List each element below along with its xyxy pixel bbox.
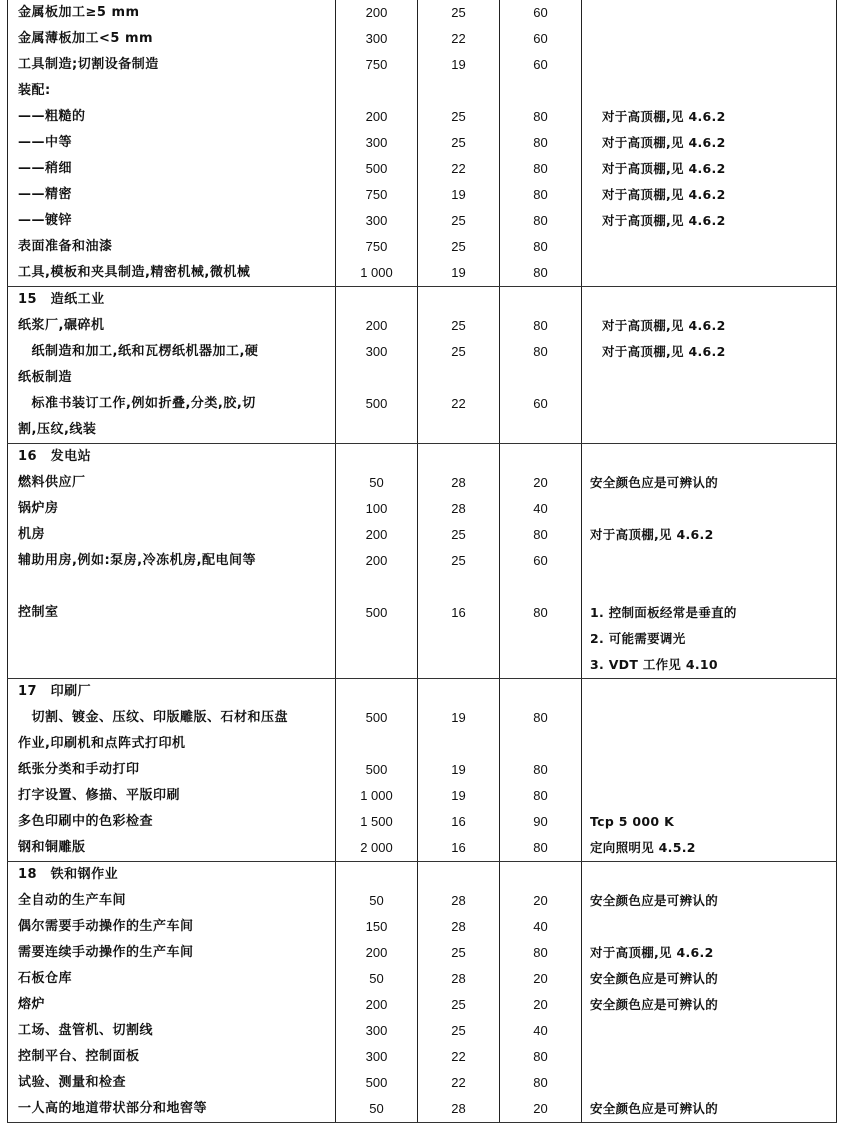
section-heading-row [8, 444, 837, 471]
ugr-value: 22 [451, 31, 466, 46]
area-task-name: ——镀锌 [18, 213, 73, 228]
table-row [8, 652, 837, 679]
ugr-value: 25 [451, 344, 466, 359]
remark-text [582, 26, 836, 52]
ra-value: 80 [533, 265, 548, 280]
area-task-name: 控制平台、控制面板 [18, 1049, 140, 1064]
area-task-name: ——精密 [18, 187, 73, 202]
ra-value: 80 [533, 344, 548, 359]
area-task-name: 作业,印刷机和点阵式打印机 [18, 736, 186, 751]
remark-text [582, 548, 836, 574]
ra-value: 60 [533, 553, 548, 568]
table-row [8, 574, 837, 600]
ugr-value [418, 731, 499, 757]
table-row [8, 940, 837, 966]
ugr-value: 19 [451, 187, 466, 202]
table-row [8, 0, 837, 26]
table-row [8, 339, 837, 365]
ugr-value: 25 [451, 109, 466, 124]
ra-value [500, 574, 581, 600]
ra-value: 40 [533, 919, 548, 934]
section-heading: 18 铁和钢作业 [18, 867, 119, 882]
illuminance-value: 300 [365, 344, 388, 359]
table-row [8, 548, 837, 574]
ra-value: 80 [533, 762, 548, 777]
remark-text [582, 52, 836, 78]
illuminance-value: 500 [365, 161, 388, 176]
ugr-value: 22 [451, 1049, 466, 1064]
remark-text: 对于高顶棚,见 4.6.2 [602, 318, 726, 333]
area-task-name: 标准书装订工作,例如折叠,分类,胶,切 [18, 396, 256, 411]
remark-text: 对于高顶棚,见 4.6.2 [602, 187, 726, 202]
ra-value: 80 [533, 605, 548, 620]
ugr-value: 28 [451, 971, 466, 986]
table-row [8, 496, 837, 522]
illuminance-value: 300 [365, 135, 388, 150]
remark-text [582, 574, 836, 600]
illuminance-value: 50 [369, 1101, 384, 1116]
illuminance-value: 1 000 [360, 265, 393, 280]
table-row [8, 626, 837, 652]
table-row [8, 1018, 837, 1044]
area-task-name: 金属薄板加工<5 mm [18, 31, 154, 46]
illuminance-value: 50 [369, 475, 384, 490]
remark-text [582, 391, 836, 417]
table-row [8, 234, 837, 260]
ra-value: 80 [533, 945, 548, 960]
ra-value: 90 [533, 814, 548, 829]
ra-value: 80 [533, 318, 548, 333]
area-task-name [8, 652, 335, 678]
remark-text: 3. VDT 工作见 4.10 [590, 657, 718, 672]
remark-text: 对于高顶棚,见 4.6.2 [602, 344, 726, 359]
ra-value: 80 [533, 161, 548, 176]
ugr-value: 19 [451, 788, 466, 803]
remark-text [582, 78, 836, 104]
illuminance-value [336, 652, 417, 678]
table-row [8, 731, 837, 757]
remark-text [582, 417, 836, 443]
remark-text: 对于高顶棚,见 4.6.2 [602, 135, 726, 150]
table-row [8, 522, 837, 548]
remark-text: 2. 可能需要调光 [590, 631, 686, 646]
illuminance-value: 200 [365, 997, 388, 1012]
area-task-name: 割,压纹,线装 [18, 422, 97, 437]
area-task-name: 纸张分类和手动打印 [18, 762, 140, 777]
illuminance-value: 200 [365, 318, 388, 333]
illuminance-value: 500 [365, 710, 388, 725]
ra-value: 60 [533, 31, 548, 46]
table-row [8, 365, 837, 391]
table-row [8, 809, 837, 835]
ugr-value: 25 [451, 135, 466, 150]
illuminance-value [336, 574, 417, 600]
ugr-value: 25 [451, 997, 466, 1012]
illuminance-value [336, 78, 417, 104]
area-task-name: 熔炉 [18, 997, 46, 1012]
area-task-name: 工场、盘管机、切割线 [18, 1023, 154, 1038]
ra-value: 60 [533, 5, 548, 20]
table-row [8, 104, 837, 130]
area-task-name: 偶尔需要手动操作的生产车间 [18, 919, 194, 934]
ugr-value: 19 [451, 762, 466, 777]
ra-value: 80 [533, 239, 548, 254]
ugr-value [418, 417, 499, 443]
table-row [8, 156, 837, 182]
remark-text [582, 914, 836, 940]
ugr-value: 25 [451, 318, 466, 333]
illuminance-value: 500 [365, 762, 388, 777]
ra-value: 60 [533, 57, 548, 72]
ugr-value [418, 365, 499, 391]
illuminance-value: 200 [365, 527, 388, 542]
table-row [8, 26, 837, 52]
illuminance-value: 200 [365, 553, 388, 568]
illuminance-value: 1 500 [360, 814, 393, 829]
ra-value [500, 652, 581, 678]
illuminance-value: 50 [369, 971, 384, 986]
illuminance-value [336, 365, 417, 391]
table-row [8, 966, 837, 992]
area-task-name: 钢和铜雕版 [18, 840, 86, 855]
area-task-name: 纸板制造 [18, 370, 73, 385]
ra-value: 60 [533, 396, 548, 411]
area-task-name: 表面准备和油漆 [18, 239, 113, 254]
area-task-name [8, 574, 335, 600]
ugr-value: 25 [451, 1023, 466, 1038]
remark-text [582, 234, 836, 260]
table-row [8, 260, 837, 287]
area-task-name: 全自动的生产车间 [18, 893, 127, 908]
ugr-value [418, 574, 499, 600]
area-task-name: 装配: [18, 83, 51, 98]
illuminance-value: 150 [365, 919, 388, 934]
area-task-name: 纸制造和加工,纸和瓦楞纸机器加工,硬 [18, 344, 259, 359]
remark-text: 对于高顶棚,见 4.6.2 [590, 527, 714, 542]
table-row [8, 313, 837, 339]
section-heading-row [8, 862, 837, 889]
remark-text: 安全颜色应是可辨认的 [590, 475, 719, 490]
table-row [8, 417, 837, 444]
ra-value: 40 [533, 1023, 548, 1038]
illuminance-value: 750 [365, 187, 388, 202]
ugr-value: 19 [451, 710, 466, 725]
ugr-value: 22 [451, 1075, 466, 1090]
illuminance-value [336, 731, 417, 757]
table-row [8, 914, 837, 940]
table-row [8, 1044, 837, 1070]
ugr-value [418, 652, 499, 678]
remark-text [582, 1018, 836, 1044]
area-task-name [8, 626, 335, 652]
ugr-value: 25 [451, 213, 466, 228]
ugr-value: 22 [451, 161, 466, 176]
illuminance-value: 500 [365, 1075, 388, 1090]
area-task-name: 锅炉房 [18, 501, 59, 516]
illuminance-value: 200 [365, 945, 388, 960]
lighting-requirements-table [7, 0, 837, 1123]
ugr-value: 25 [451, 553, 466, 568]
illuminance-value: 300 [365, 213, 388, 228]
area-task-name: 机房 [18, 527, 46, 542]
table-row [8, 600, 837, 626]
area-task-name: 切割、镀金、压纹、印版雕版、石材和压盘 [18, 710, 289, 725]
ugr-value [418, 626, 499, 652]
ugr-value: 25 [451, 527, 466, 542]
ra-value: 80 [533, 135, 548, 150]
ugr-value: 28 [451, 475, 466, 490]
area-task-name: 工具,模板和夹具制造,精密机械,微机械 [18, 265, 251, 280]
table-row [8, 470, 837, 496]
ugr-value: 25 [451, 945, 466, 960]
ugr-value: 16 [451, 605, 466, 620]
area-task-name: ——粗糙的 [18, 109, 86, 124]
illuminance-value: 300 [365, 1049, 388, 1064]
remark-text: 定向照明见 4.5.2 [590, 840, 696, 855]
table-row [8, 1096, 837, 1123]
ugr-value: 16 [451, 840, 466, 855]
table-row [8, 888, 837, 914]
ra-value: 80 [533, 788, 548, 803]
ra-value: 80 [533, 1049, 548, 1064]
ra-value: 20 [533, 893, 548, 908]
illuminance-value: 300 [365, 31, 388, 46]
illuminance-value: 750 [365, 239, 388, 254]
table-row [8, 705, 837, 731]
section-heading: 15 造纸工业 [18, 292, 105, 307]
ra-value: 80 [533, 187, 548, 202]
illuminance-value: 500 [365, 396, 388, 411]
remark-text: 1. 控制面板经常是垂直的 [590, 605, 737, 620]
section-heading: 16 发电站 [18, 449, 92, 464]
remark-text: 对于高顶棚,见 4.6.2 [590, 945, 714, 960]
remark-text [582, 260, 836, 286]
ra-value [500, 78, 581, 104]
remark-text: 安全颜色应是可辨认的 [590, 997, 719, 1012]
table-row [8, 391, 837, 417]
table-row [8, 182, 837, 208]
remark-text: Tcp 5 000 K [590, 814, 675, 829]
area-task-name: ——中等 [18, 135, 73, 150]
ugr-value: 19 [451, 265, 466, 280]
ra-value [500, 365, 581, 391]
table-row [8, 992, 837, 1018]
illuminance-value: 2 000 [360, 840, 393, 855]
remark-text: 对于高顶棚,见 4.6.2 [602, 213, 726, 228]
ugr-value: 19 [451, 57, 466, 72]
remark-text [582, 757, 836, 783]
area-task-name: 多色印刷中的色彩检查 [18, 814, 154, 829]
ra-value [500, 731, 581, 757]
ugr-value: 25 [451, 239, 466, 254]
area-task-name: 需要连续手动操作的生产车间 [18, 945, 194, 960]
remark-text [582, 1070, 836, 1096]
table-row [8, 757, 837, 783]
table-row [8, 1070, 837, 1096]
remark-text: 安全颜色应是可辨认的 [590, 893, 719, 908]
remark-text: 对于高顶棚,见 4.6.2 [602, 109, 726, 124]
remark-text: 对于高顶棚,见 4.6.2 [602, 161, 726, 176]
ra-value: 80 [533, 213, 548, 228]
ugr-value: 28 [451, 893, 466, 908]
area-task-name: 打字设置、修描、平版印刷 [18, 788, 181, 803]
table-row [8, 783, 837, 809]
area-task-name: 辅助用房,例如:泵房,冷冻机房,配电间等 [18, 553, 257, 568]
ra-value: 20 [533, 1101, 548, 1116]
ugr-value: 16 [451, 814, 466, 829]
ra-value: 20 [533, 475, 548, 490]
remark-text [582, 705, 836, 731]
ugr-value: 28 [451, 1101, 466, 1116]
illuminance-value: 200 [365, 5, 388, 20]
section-heading-row [8, 287, 837, 314]
ra-value [500, 626, 581, 652]
table-row [8, 52, 837, 78]
illuminance-value: 750 [365, 57, 388, 72]
area-task-name: 工具制造;切割设备制造 [18, 57, 159, 72]
area-task-name: 石板仓库 [18, 971, 73, 986]
table-row [8, 130, 837, 156]
ra-value: 80 [533, 1075, 548, 1090]
area-task-name: 控制室 [18, 605, 59, 620]
ugr-value: 22 [451, 396, 466, 411]
ra-value: 20 [533, 997, 548, 1012]
illuminance-value: 100 [365, 501, 388, 516]
illuminance-value [336, 626, 417, 652]
remark-text: 安全颜色应是可辨认的 [590, 971, 719, 986]
area-task-name: 试验、测量和检查 [18, 1075, 127, 1090]
remark-text [582, 365, 836, 391]
remark-text [582, 1044, 836, 1070]
section-heading-row [8, 679, 837, 706]
table-row [8, 78, 837, 104]
remark-text [582, 496, 836, 522]
illuminance-value: 50 [369, 893, 384, 908]
table-row [8, 208, 837, 234]
ugr-value [418, 78, 499, 104]
illuminance-value: 1 000 [360, 788, 393, 803]
area-task-name: 燃料供应厂 [18, 475, 86, 490]
area-task-name: 金属板加工≥5 mm [18, 5, 140, 20]
ra-value: 80 [533, 109, 548, 124]
illuminance-value: 300 [365, 1023, 388, 1038]
section-heading: 17 印刷厂 [18, 684, 92, 699]
remark-text [582, 0, 836, 26]
ra-value: 80 [533, 710, 548, 725]
ra-value: 80 [533, 527, 548, 542]
area-task-name: 一人高的地道带状部分和地窖等 [18, 1101, 208, 1116]
remark-text [582, 783, 836, 809]
ra-value [500, 417, 581, 443]
ugr-value: 25 [451, 5, 466, 20]
illuminance-value: 200 [365, 109, 388, 124]
illuminance-value [336, 417, 417, 443]
illuminance-value: 500 [365, 605, 388, 620]
table-body [8, 0, 837, 1123]
remark-text: 安全颜色应是可辨认的 [590, 1101, 719, 1116]
area-task-name: ——稍细 [18, 161, 73, 176]
ugr-value: 28 [451, 919, 466, 934]
area-task-name: 纸浆厂,碾碎机 [18, 318, 105, 333]
ra-value: 20 [533, 971, 548, 986]
remark-text [582, 731, 836, 757]
ra-value: 40 [533, 501, 548, 516]
table-row [8, 835, 837, 862]
ugr-value: 28 [451, 501, 466, 516]
ra-value: 80 [533, 840, 548, 855]
